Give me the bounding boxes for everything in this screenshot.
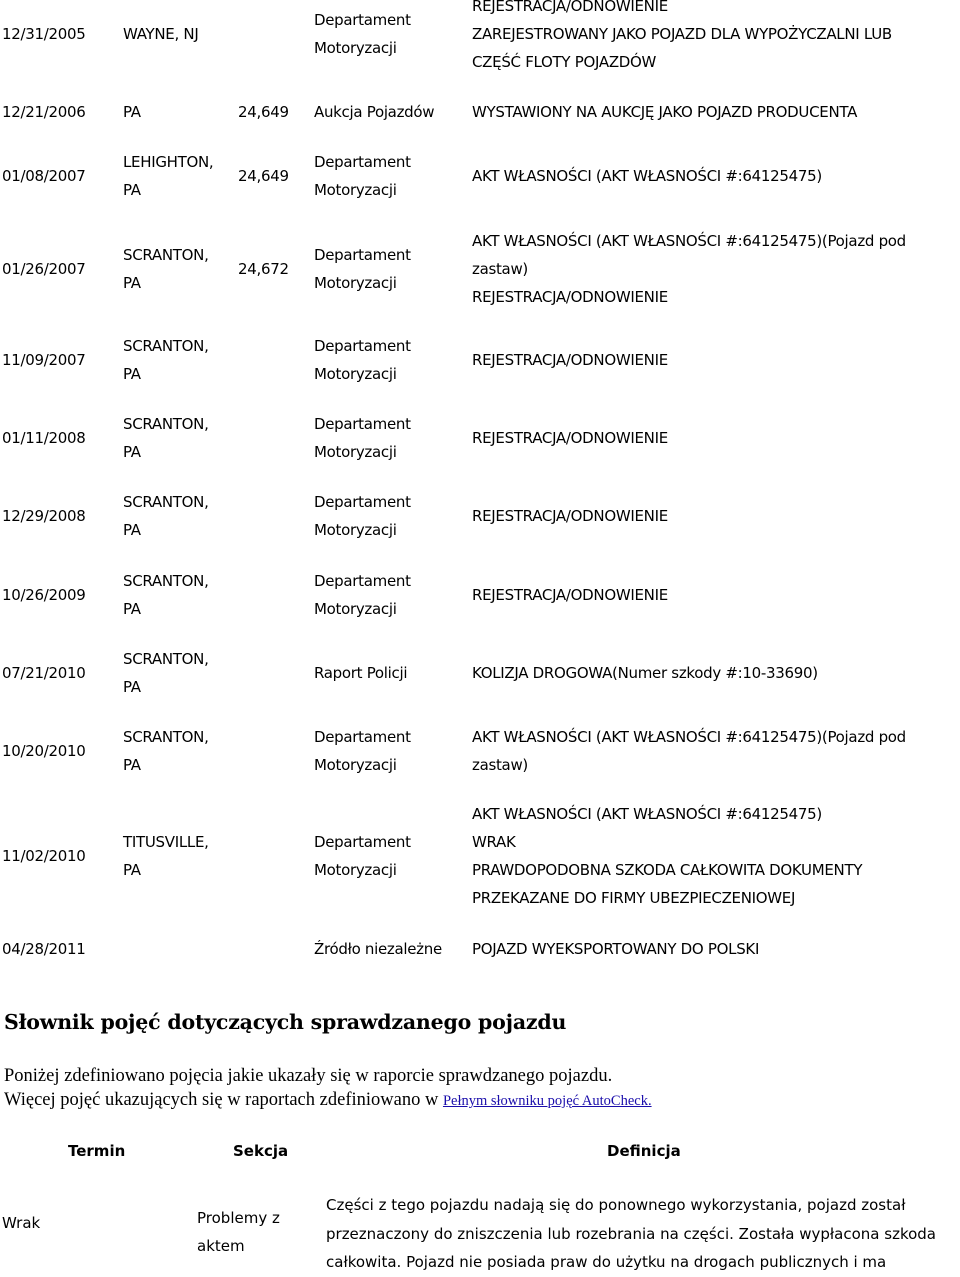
- history-location: [123, 0, 233, 76]
- glossary-section-line: Problemy z: [197, 1209, 280, 1227]
- history-date: [2, 410, 114, 466]
- history-source-line: Departament: [314, 11, 411, 29]
- history-location-line: PA: [123, 521, 141, 539]
- history-source: [314, 410, 464, 466]
- history-source-line: Departament: [314, 153, 411, 171]
- history-source-line: Motoryzacji: [314, 443, 397, 461]
- history-odometer: [238, 98, 308, 126]
- history-source: [314, 488, 464, 544]
- glossary-definition-line: Części z tego pojazdu nadają się do ponownego wykorzystania, pojazd został: [326, 1196, 906, 1214]
- history-date: [2, 332, 114, 388]
- history-location-line: SCRANTON,: [123, 572, 209, 590]
- history-date-text: 12/31/2005: [2, 25, 86, 43]
- glossary-header-section: Sekcja: [233, 1142, 289, 1160]
- history-odometer-text: 24,672: [238, 260, 289, 278]
- history-odometer: [238, 645, 308, 701]
- history-row: [0, 567, 960, 623]
- history-date: [2, 227, 114, 311]
- history-date-text: 01/08/2007: [2, 167, 86, 185]
- history-details: [472, 148, 958, 204]
- history-source-line: Departament: [314, 337, 411, 355]
- history-location-line: SCRANTON,: [123, 650, 209, 668]
- history-details: [472, 0, 958, 76]
- history-date: [2, 645, 114, 701]
- history-date: [2, 98, 114, 126]
- history-location: [123, 332, 233, 388]
- history-date-text: 11/09/2007: [2, 351, 86, 369]
- history-location-line: SCRANTON,: [123, 246, 209, 264]
- history-source: [314, 332, 464, 388]
- history-details: [472, 410, 958, 466]
- history-source-line: Motoryzacji: [314, 756, 397, 774]
- history-details-line: PRAWDOPODOBNA SZKODA CAŁKOWITA DOKUMENTY: [472, 861, 863, 879]
- history-source: [314, 148, 464, 204]
- history-source-line: Departament: [314, 728, 411, 746]
- history-details-line: zastaw): [472, 260, 528, 278]
- history-source-line: Raport Policji: [314, 664, 408, 682]
- history-date: [2, 488, 114, 544]
- history-date-text: 12/29/2008: [2, 507, 86, 525]
- history-location-line: PA: [123, 678, 141, 696]
- history-details-line: AKT WŁASNOŚCI (AKT WŁASNOŚCI #:64125475): [472, 805, 822, 823]
- history-location: [123, 98, 233, 126]
- history-details: [472, 723, 958, 779]
- glossary-description: [4, 1064, 652, 1113]
- history-row: [0, 800, 960, 912]
- history-source-line: Aukcja Pojazdów: [314, 103, 435, 121]
- history-source-line: Motoryzacji: [314, 861, 397, 879]
- history-details-line: PRZEKAZANE DO FIRMY UBEZPIECZENIOWEJ: [472, 889, 796, 907]
- glossary-header-definition: Definicja: [607, 1142, 681, 1160]
- history-location-line: PA: [123, 756, 141, 774]
- history-location-line: PA: [123, 181, 141, 199]
- history-date-text: 01/26/2007: [2, 260, 86, 278]
- history-details-line: WYSTAWIONY NA AUKCJĘ JAKO POJAZD PRODUCENTA: [472, 103, 858, 121]
- history-details-line: CZĘŚĆ FLOTY POJAZDÓW: [472, 53, 657, 71]
- history-source: [314, 227, 464, 311]
- history-location-line: PA: [123, 443, 141, 461]
- history-details-line: REJESTRACJA/ODNOWIENIE: [472, 429, 668, 447]
- history-date-text: 10/20/2010: [2, 742, 86, 760]
- history-location-line: PA: [123, 600, 141, 618]
- history-source-line: Departament: [314, 833, 411, 851]
- history-date-text: 07/21/2010: [2, 664, 86, 682]
- history-odometer: [238, 148, 308, 204]
- history-details-line: AKT WŁASNOŚCI (AKT WŁASNOŚCI #:64125475): [472, 167, 822, 185]
- history-date: [2, 567, 114, 623]
- history-source-line: Źródło niezależne: [314, 940, 442, 958]
- history-location: [123, 935, 233, 963]
- history-row: [0, 227, 960, 311]
- history-location-line: PA: [123, 274, 141, 292]
- history-details-line: REJESTRACJA/ODNOWIENIE: [472, 288, 668, 306]
- history-date: [2, 935, 114, 963]
- history-source-line: Departament: [314, 572, 411, 590]
- history-details-line: REJESTRACJA/ODNOWIENIE: [472, 586, 668, 604]
- history-location: [123, 488, 233, 544]
- history-date: [2, 800, 114, 912]
- history-date-text: 10/26/2009: [2, 586, 86, 604]
- history-location-line: SCRANTON,: [123, 337, 209, 355]
- glossary-intro-line1: Poniżej zdefiniowano pojęcia jakie ukazały się w raporcie sprawdzanego pojazdu.: [4, 1066, 613, 1086]
- history-location: [123, 410, 233, 466]
- history-odometer-text: 24,649: [238, 167, 289, 185]
- history-source: [314, 935, 464, 963]
- history-row: [0, 0, 960, 76]
- history-source-line: Motoryzacji: [314, 181, 397, 199]
- history-details: [472, 567, 958, 623]
- history-date: [2, 0, 114, 76]
- history-details-line: ZAREJESTROWANY JAKO POJAZD DLA WYPOŻYCZALNI LUB: [472, 25, 892, 43]
- glossary-definition-line: całkowita. Pojazd nie posiada praw do użytku na drogach publicznych i ma: [326, 1253, 887, 1271]
- history-location-line: WAYNE, NJ: [123, 25, 199, 43]
- glossary-header-term: Termin: [68, 1142, 126, 1160]
- history-row: [0, 935, 960, 963]
- history-row: [0, 98, 960, 126]
- glossary-section-wrak: [197, 1204, 307, 1260]
- history-source-line: Motoryzacji: [314, 39, 397, 57]
- history-row: [0, 488, 960, 544]
- history-details-line: zastaw): [472, 756, 528, 774]
- history-details-line: AKT WŁASNOŚCI (AKT WŁASNOŚCI #:64125475)(Pojazd pod: [472, 232, 906, 250]
- history-location: [123, 567, 233, 623]
- glossary-intro-text: Więcej pojęć ukazujących się w raportach zdefiniowano w: [4, 1090, 443, 1110]
- history-details-line: AKT WŁASNOŚCI (AKT WŁASNOŚCI #:64125475)(Pojazd pod: [472, 728, 906, 746]
- history-date-text: 12/21/2006: [2, 103, 86, 121]
- glossary-intro-line2: [4, 1088, 652, 1113]
- history-details: [472, 98, 958, 126]
- history-row: [0, 645, 960, 701]
- history-location-line: PA: [123, 103, 141, 121]
- history-source-line: Departament: [314, 493, 411, 511]
- history-location: [123, 645, 233, 701]
- glossary-definition-wrak: [326, 1191, 960, 1277]
- history-odometer: [238, 723, 308, 779]
- history-source-line: Motoryzacji: [314, 521, 397, 539]
- history-location-line: TITUSVILLE,: [123, 833, 209, 851]
- history-source-line: Departament: [314, 415, 411, 433]
- history-source: [314, 567, 464, 623]
- history-details: [472, 488, 958, 544]
- history-details-line: REJESTRACJA/ODNOWIENIE: [472, 507, 668, 525]
- history-source-line: Motoryzacji: [314, 600, 397, 618]
- history-odometer: [238, 488, 308, 544]
- history-location: [123, 723, 233, 779]
- history-details: [472, 227, 958, 311]
- history-odometer: [238, 800, 308, 912]
- history-row: [0, 723, 960, 779]
- history-source: [314, 723, 464, 779]
- history-odometer: [238, 0, 308, 76]
- history-source: [314, 800, 464, 912]
- history-details: [472, 332, 958, 388]
- history-details-line: POJAZD WYEKSPORTOWANY DO POLSKI: [472, 940, 760, 958]
- history-odometer: [238, 227, 308, 311]
- history-row: [0, 410, 960, 466]
- history-source-line: Motoryzacji: [314, 365, 397, 383]
- history-odometer: [238, 332, 308, 388]
- history-source-line: Motoryzacji: [314, 274, 397, 292]
- history-location-line: SCRANTON,: [123, 728, 209, 746]
- history-source-line: Departament: [314, 246, 411, 264]
- history-details: [472, 645, 958, 701]
- glossary-title: Słownik pojęć dotyczących sprawdzanego pojazdu: [4, 1010, 567, 1034]
- history-source: [314, 98, 464, 126]
- history-date: [2, 148, 114, 204]
- history-location: [123, 148, 233, 204]
- history-location: [123, 227, 233, 311]
- history-row: [0, 148, 960, 204]
- history-details-line: REJESTRACJA/ODNOWIENIE: [472, 0, 668, 15]
- history-details-line: REJESTRACJA/ODNOWIENIE: [472, 351, 668, 369]
- glossary-definition-line: przeznaczony do zniszczenia lub rozebrania na części. Została wypłacona szkoda: [326, 1224, 936, 1243]
- glossary-section-line: aktem: [197, 1237, 245, 1255]
- full-glossary-link[interactable]: Pełnym słowniku pojęć AutoCheck.: [442, 1093, 652, 1109]
- history-location-line: PA: [123, 365, 141, 383]
- glossary-term-wrak: Wrak: [2, 1214, 41, 1232]
- history-odometer: [238, 935, 308, 963]
- history-date-text: 04/28/2011: [2, 940, 86, 958]
- history-date-text: 11/02/2010: [2, 847, 86, 865]
- history-odometer: [238, 410, 308, 466]
- history-details: [472, 800, 958, 912]
- history-source: [314, 645, 464, 701]
- history-location: [123, 800, 233, 912]
- history-location-line: SCRANTON,: [123, 415, 209, 433]
- history-odometer: [238, 567, 308, 623]
- history-details: [472, 935, 958, 963]
- history-location-line: PA: [123, 861, 141, 879]
- history-date: [2, 723, 114, 779]
- history-source: [314, 0, 464, 76]
- history-details-line: WRAK: [472, 833, 516, 851]
- history-location-line: SCRANTON,: [123, 493, 209, 511]
- history-details-line: KOLIZJA DROGOWA(Numer szkody #:10-33690): [472, 664, 818, 682]
- history-date-text: 01/11/2008: [2, 429, 86, 447]
- history-row: [0, 332, 960, 388]
- history-location-line: LEHIGHTON,: [123, 153, 214, 171]
- history-odometer-text: 24,649: [238, 103, 289, 121]
